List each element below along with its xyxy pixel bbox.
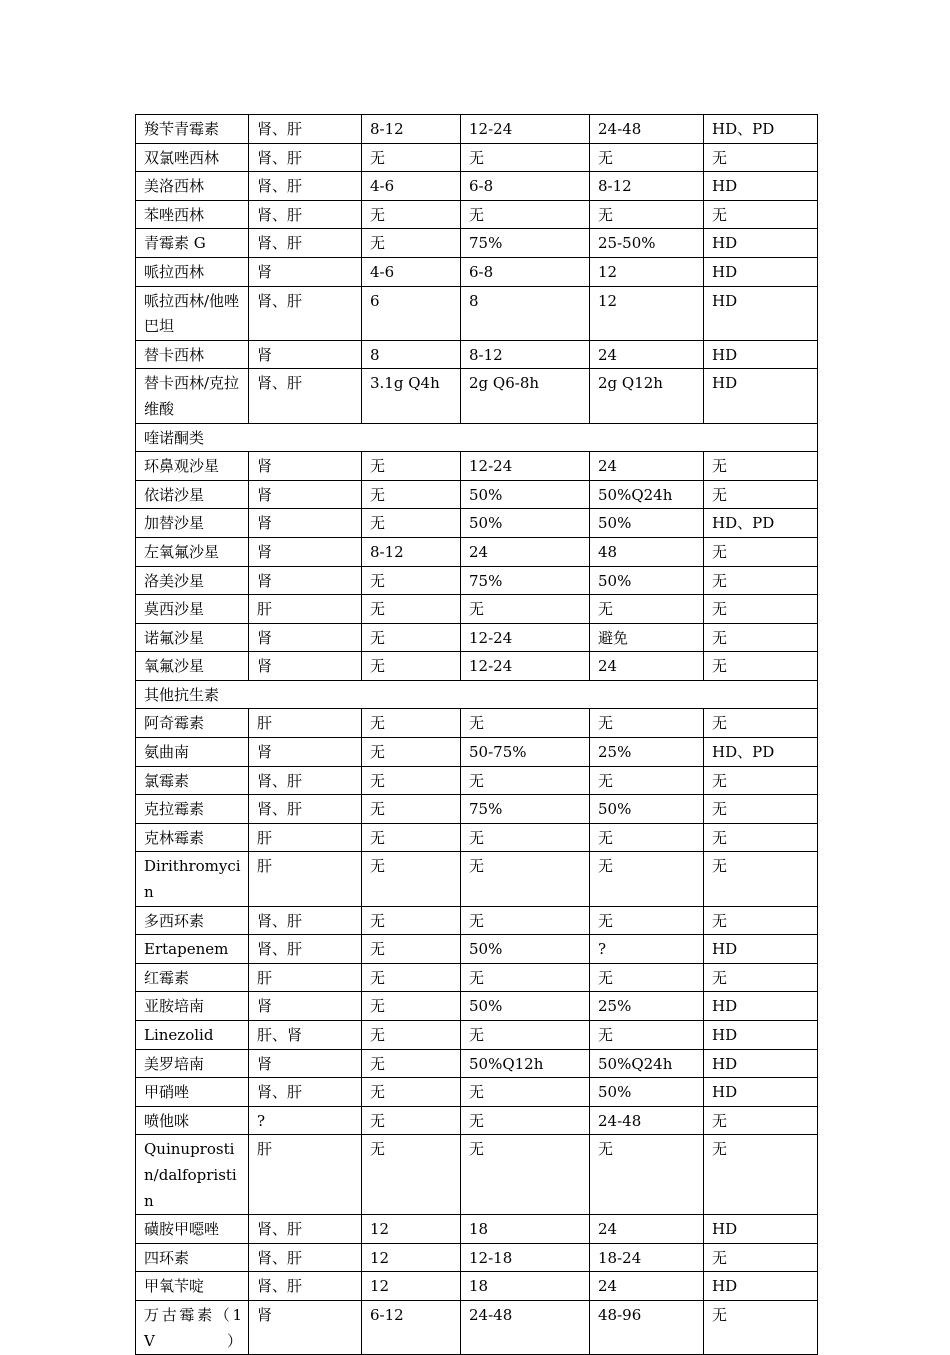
cell-dose-severe: 50% [590, 1078, 704, 1107]
cell-dose-moderate: 无 [461, 1078, 590, 1107]
cell-dose-severe: 无 [590, 906, 704, 935]
cell-dialysis: HD [704, 257, 818, 286]
cell-drug-name: 加替沙星 [136, 509, 249, 538]
cell-dose-moderate: 6-8 [461, 257, 590, 286]
cell-dose-moderate: 12-24 [461, 452, 590, 481]
cell-dose-mild: 8-12 [362, 115, 461, 144]
cell-drug-name: 依诺沙星 [136, 480, 249, 509]
cell-dose-severe: 12 [590, 257, 704, 286]
cell-dose-moderate: 50% [461, 509, 590, 538]
cell-dose-moderate: 2g Q6-8h [461, 369, 590, 423]
cell-dose-severe: 18-24 [590, 1243, 704, 1272]
cell-drug-name: Ertapenem [136, 935, 249, 964]
cell-dialysis: HD [704, 286, 818, 340]
cell-drug-name: 左氧氟沙星 [136, 537, 249, 566]
cell-dose-mild: 无 [362, 229, 461, 258]
section-header: 喹诺酮类 [136, 423, 818, 452]
cell-dialysis: HD [704, 1215, 818, 1244]
cell-dose-mild: 无 [362, 709, 461, 738]
cell-route: 肝 [249, 709, 362, 738]
cell-drug-name: 磺胺甲噁唑 [136, 1215, 249, 1244]
cell-route: 肾 [249, 623, 362, 652]
cell-dose-severe: 无 [590, 709, 704, 738]
cell-dose-severe: 12 [590, 286, 704, 340]
cell-drug-name: 环鼻观沙星 [136, 452, 249, 481]
cell-dose-mild: 无 [362, 509, 461, 538]
cell-dialysis: HD [704, 992, 818, 1021]
cell-dose-mild: 12 [362, 1243, 461, 1272]
cell-dose-moderate: 无 [461, 595, 590, 624]
cell-dose-severe: 48-96 [590, 1300, 704, 1354]
cell-dose-mild: 无 [362, 766, 461, 795]
cell-dose-mild: 8 [362, 340, 461, 369]
cell-dose-mild: 无 [362, 595, 461, 624]
cell-dose-moderate: 无 [461, 906, 590, 935]
cell-dialysis: HD、PD [704, 738, 818, 767]
cell-drug-name: 氨曲南 [136, 738, 249, 767]
cell-route: 肾 [249, 340, 362, 369]
cell-route: ? [249, 1106, 362, 1135]
cell-dose-moderate: 75% [461, 229, 590, 258]
cell-dose-moderate: 24-48 [461, 1300, 590, 1354]
cell-route: 肾、肝 [249, 229, 362, 258]
cell-route: 肾、肝 [249, 115, 362, 144]
cell-drug-name: 双氯唑西林 [136, 143, 249, 172]
cell-dose-mild: 无 [362, 1106, 461, 1135]
cell-drug-name: 氯霉素 [136, 766, 249, 795]
cell-dose-moderate: 8 [461, 286, 590, 340]
cell-route: 肾、肝 [249, 369, 362, 423]
cell-drug-name: 阿奇霉素 [136, 709, 249, 738]
cell-dialysis: 无 [704, 852, 818, 906]
cell-route: 肝 [249, 823, 362, 852]
cell-dose-moderate: 无 [461, 823, 590, 852]
table-row [136, 115, 818, 144]
cell-dialysis: 无 [704, 709, 818, 738]
section-header-row [136, 680, 818, 709]
cell-dose-severe: 无 [590, 595, 704, 624]
cell-route: 肝 [249, 963, 362, 992]
cell-dose-severe: 无 [590, 1135, 704, 1215]
table-row [136, 1300, 818, 1354]
cell-dose-severe: 50% [590, 566, 704, 595]
cell-dose-mild: 无 [362, 992, 461, 1021]
cell-route: 肾、肝 [249, 1243, 362, 1272]
cell-dose-moderate: 18 [461, 1215, 590, 1244]
cell-route: 肾 [249, 509, 362, 538]
cell-dose-severe: 24-48 [590, 115, 704, 144]
cell-drug-name: 四环素 [136, 1243, 249, 1272]
table-row [136, 1078, 818, 1107]
section-header-row [136, 423, 818, 452]
cell-dialysis: HD、PD [704, 115, 818, 144]
cell-route: 肾 [249, 992, 362, 1021]
cell-dose-severe: 2g Q12h [590, 369, 704, 423]
table-row [136, 480, 818, 509]
table-row [136, 1215, 818, 1244]
cell-dose-moderate: 12-18 [461, 1243, 590, 1272]
cell-dose-moderate: 无 [461, 766, 590, 795]
cell-dialysis: 无 [704, 795, 818, 824]
cell-drug-name: 羧苄青霉素 [136, 115, 249, 144]
cell-dialysis: 无 [704, 143, 818, 172]
cell-dose-severe: 24 [590, 652, 704, 681]
cell-route: 肾 [249, 537, 362, 566]
cell-drug-name: 喷他咪 [136, 1106, 249, 1135]
cell-dose-mild: 12 [362, 1215, 461, 1244]
cell-dose-moderate: 18 [461, 1272, 590, 1301]
cell-dose-moderate: 50-75% [461, 738, 590, 767]
cell-dose-severe: 25% [590, 738, 704, 767]
cell-dose-severe: 25% [590, 992, 704, 1021]
cell-dialysis: 无 [704, 595, 818, 624]
cell-dose-mild: 无 [362, 452, 461, 481]
cell-dose-severe: 24 [590, 1215, 704, 1244]
table-row [136, 143, 818, 172]
cell-dialysis: 无 [704, 623, 818, 652]
cell-dose-mild: 无 [362, 795, 461, 824]
cell-dose-moderate: 8-12 [461, 340, 590, 369]
cell-dialysis: 无 [704, 537, 818, 566]
cell-dialysis: HD [704, 172, 818, 201]
table-row [136, 852, 818, 906]
cell-route: 肾、肝 [249, 200, 362, 229]
table-row [136, 963, 818, 992]
cell-dialysis: 无 [704, 566, 818, 595]
cell-route: 肝、肾 [249, 1021, 362, 1050]
cell-dose-severe: 48 [590, 537, 704, 566]
section-header: 其他抗生素 [136, 680, 818, 709]
cell-route: 肝 [249, 1135, 362, 1215]
cell-route: 肾、肝 [249, 795, 362, 824]
cell-dose-mild: 无 [362, 906, 461, 935]
cell-dialysis: 无 [704, 906, 818, 935]
cell-dialysis: 无 [704, 1106, 818, 1135]
table-row [136, 172, 818, 201]
table-row [136, 200, 818, 229]
cell-route: 肾、肝 [249, 172, 362, 201]
cell-dose-mild: 无 [362, 1078, 461, 1107]
cell-dose-severe: 避免 [590, 623, 704, 652]
cell-dialysis: HD、PD [704, 509, 818, 538]
cell-dose-mild: 无 [362, 480, 461, 509]
cell-route: 肾、肝 [249, 766, 362, 795]
cell-route: 肾、肝 [249, 286, 362, 340]
cell-dose-mild: 无 [362, 1021, 461, 1050]
cell-dose-severe: 无 [590, 200, 704, 229]
cell-dose-severe: 无 [590, 823, 704, 852]
cell-dose-severe: 50% [590, 795, 704, 824]
cell-drug-name: 美洛西林 [136, 172, 249, 201]
cell-dose-mild: 无 [362, 623, 461, 652]
cell-route: 肾 [249, 566, 362, 595]
cell-dialysis: 无 [704, 1243, 818, 1272]
cell-drug-name: Dirithromycin [136, 852, 249, 906]
cell-drug-name: 甲氧苄啶 [136, 1272, 249, 1301]
cell-dose-moderate: 50% [461, 480, 590, 509]
table-row [136, 452, 818, 481]
cell-drug-name: 克拉霉素 [136, 795, 249, 824]
cell-dose-severe: 8-12 [590, 172, 704, 201]
cell-dose-severe: 无 [590, 963, 704, 992]
cell-route: 肾 [249, 257, 362, 286]
cell-dose-mild: 无 [362, 852, 461, 906]
cell-dose-severe: 50% [590, 509, 704, 538]
cell-dose-mild: 8-12 [362, 537, 461, 566]
drug-dosing-table [135, 114, 818, 1355]
cell-dialysis: 无 [704, 1300, 818, 1354]
cell-dose-moderate: 无 [461, 143, 590, 172]
cell-dose-severe: 无 [590, 766, 704, 795]
cell-dialysis: 无 [704, 823, 818, 852]
table-row [136, 369, 818, 423]
cell-drug-name: 甲硝唑 [136, 1078, 249, 1107]
cell-dose-mild: 无 [362, 652, 461, 681]
table-row [136, 595, 818, 624]
cell-drug-name: 克林霉素 [136, 823, 249, 852]
cell-drug-name: 洛美沙星 [136, 566, 249, 595]
table-row [136, 823, 818, 852]
cell-dose-moderate: 无 [461, 1021, 590, 1050]
cell-dose-mild: 无 [362, 738, 461, 767]
cell-dose-severe: 无 [590, 143, 704, 172]
cell-dose-moderate: 无 [461, 852, 590, 906]
cell-dose-mild: 无 [362, 143, 461, 172]
cell-dialysis: HD [704, 1021, 818, 1050]
table-row [136, 906, 818, 935]
cell-drug-name: 哌拉西林 [136, 257, 249, 286]
cell-route: 肾 [249, 738, 362, 767]
cell-drug-name: 莫西沙星 [136, 595, 249, 624]
cell-dose-mild: 无 [362, 1135, 461, 1215]
cell-drug-name: 万古霉素（1V） [136, 1300, 249, 1354]
cell-drug-name: 诺氟沙星 [136, 623, 249, 652]
cell-route: 肾 [249, 480, 362, 509]
cell-dose-moderate: 6-8 [461, 172, 590, 201]
cell-dose-severe: 24 [590, 340, 704, 369]
cell-dose-moderate: 无 [461, 200, 590, 229]
cell-dose-severe: 24 [590, 452, 704, 481]
cell-drug-name: 亚胺培南 [136, 992, 249, 1021]
table-row [136, 1021, 818, 1050]
cell-dose-moderate: 无 [461, 1135, 590, 1215]
cell-route: 肾 [249, 652, 362, 681]
table-row [136, 1049, 818, 1078]
cell-drug-name: 青霉素 G [136, 229, 249, 258]
table-row [136, 652, 818, 681]
table-row [136, 709, 818, 738]
cell-route: 肾 [249, 1049, 362, 1078]
cell-dose-mild: 无 [362, 1049, 461, 1078]
cell-drug-name: 美罗培南 [136, 1049, 249, 1078]
cell-dose-severe: 50%Q24h [590, 480, 704, 509]
cell-dose-mild: 无 [362, 566, 461, 595]
cell-dialysis: 无 [704, 766, 818, 795]
cell-dialysis: HD [704, 1049, 818, 1078]
cell-dose-mild: 无 [362, 200, 461, 229]
cell-dialysis: 无 [704, 963, 818, 992]
table-row [136, 738, 818, 767]
cell-dose-moderate: 75% [461, 566, 590, 595]
cell-dose-severe: 无 [590, 1021, 704, 1050]
cell-route: 肝 [249, 852, 362, 906]
cell-dose-severe: 24-48 [590, 1106, 704, 1135]
cell-dialysis: HD [704, 340, 818, 369]
cell-dialysis: 无 [704, 200, 818, 229]
cell-dose-moderate: 12-24 [461, 652, 590, 681]
cell-dose-moderate: 50% [461, 992, 590, 1021]
cell-route: 肾、肝 [249, 935, 362, 964]
cell-dose-severe: 无 [590, 852, 704, 906]
cell-drug-name: 替卡西林 [136, 340, 249, 369]
cell-dose-moderate: 50%Q12h [461, 1049, 590, 1078]
table-row [136, 509, 818, 538]
table-row [136, 1243, 818, 1272]
cell-dose-mild: 6-12 [362, 1300, 461, 1354]
cell-drug-name: 苯唑西林 [136, 200, 249, 229]
cell-dose-moderate: 无 [461, 709, 590, 738]
cell-dose-moderate: 50% [461, 935, 590, 964]
cell-dialysis: HD [704, 1272, 818, 1301]
cell-route: 肾、肝 [249, 906, 362, 935]
cell-dose-moderate: 75% [461, 795, 590, 824]
cell-dose-moderate: 12-24 [461, 115, 590, 144]
cell-dose-mild: 12 [362, 1272, 461, 1301]
cell-dose-mild: 3.1g Q4h [362, 369, 461, 423]
cell-drug-name: 替卡西林/克拉维酸 [136, 369, 249, 423]
table-row [136, 623, 818, 652]
cell-dose-mild: 无 [362, 823, 461, 852]
cell-dose-mild: 6 [362, 286, 461, 340]
cell-drug-name: 多西环素 [136, 906, 249, 935]
cell-dose-mild: 无 [362, 963, 461, 992]
cell-route: 肾、肝 [249, 1215, 362, 1244]
cell-dose-moderate: 无 [461, 963, 590, 992]
cell-drug-name: 氧氟沙星 [136, 652, 249, 681]
cell-drug-name: 红霉素 [136, 963, 249, 992]
table-row [136, 286, 818, 340]
cell-dose-moderate: 12-24 [461, 623, 590, 652]
cell-dialysis: HD [704, 935, 818, 964]
table-row [136, 229, 818, 258]
table-row [136, 340, 818, 369]
cell-dose-mild: 4-6 [362, 172, 461, 201]
table-row [136, 992, 818, 1021]
cell-dose-severe: ? [590, 935, 704, 964]
table-row [136, 1106, 818, 1135]
cell-route: 肾 [249, 452, 362, 481]
cell-dialysis: 无 [704, 452, 818, 481]
cell-dialysis: HD [704, 229, 818, 258]
cell-dose-severe: 25-50% [590, 229, 704, 258]
table-row [136, 1272, 818, 1301]
cell-dialysis: HD [704, 369, 818, 423]
table-row [136, 566, 818, 595]
cell-dialysis: 无 [704, 652, 818, 681]
cell-dose-moderate: 无 [461, 1106, 590, 1135]
cell-dose-severe: 24 [590, 1272, 704, 1301]
cell-route: 肾、肝 [249, 143, 362, 172]
cell-dose-mild: 4-6 [362, 257, 461, 286]
table-row [136, 1135, 818, 1215]
cell-route: 肾、肝 [249, 1078, 362, 1107]
cell-dialysis: 无 [704, 1135, 818, 1215]
table-row [136, 766, 818, 795]
table-row [136, 537, 818, 566]
cell-dose-mild: 无 [362, 935, 461, 964]
cell-drug-name: Linezolid [136, 1021, 249, 1050]
cell-dose-severe: 50%Q24h [590, 1049, 704, 1078]
cell-drug-name: 哌拉西林/他唑巴坦 [136, 286, 249, 340]
table-row [136, 795, 818, 824]
table-row [136, 935, 818, 964]
cell-route: 肾 [249, 1300, 362, 1354]
table-row [136, 257, 818, 286]
cell-dose-moderate: 24 [461, 537, 590, 566]
cell-dialysis: 无 [704, 480, 818, 509]
table-body [136, 115, 818, 1355]
cell-drug-name: Quinuprostin/dalfopristin [136, 1135, 249, 1215]
cell-dialysis: HD [704, 1078, 818, 1107]
cell-route: 肝 [249, 595, 362, 624]
cell-route: 肾、肝 [249, 1272, 362, 1301]
